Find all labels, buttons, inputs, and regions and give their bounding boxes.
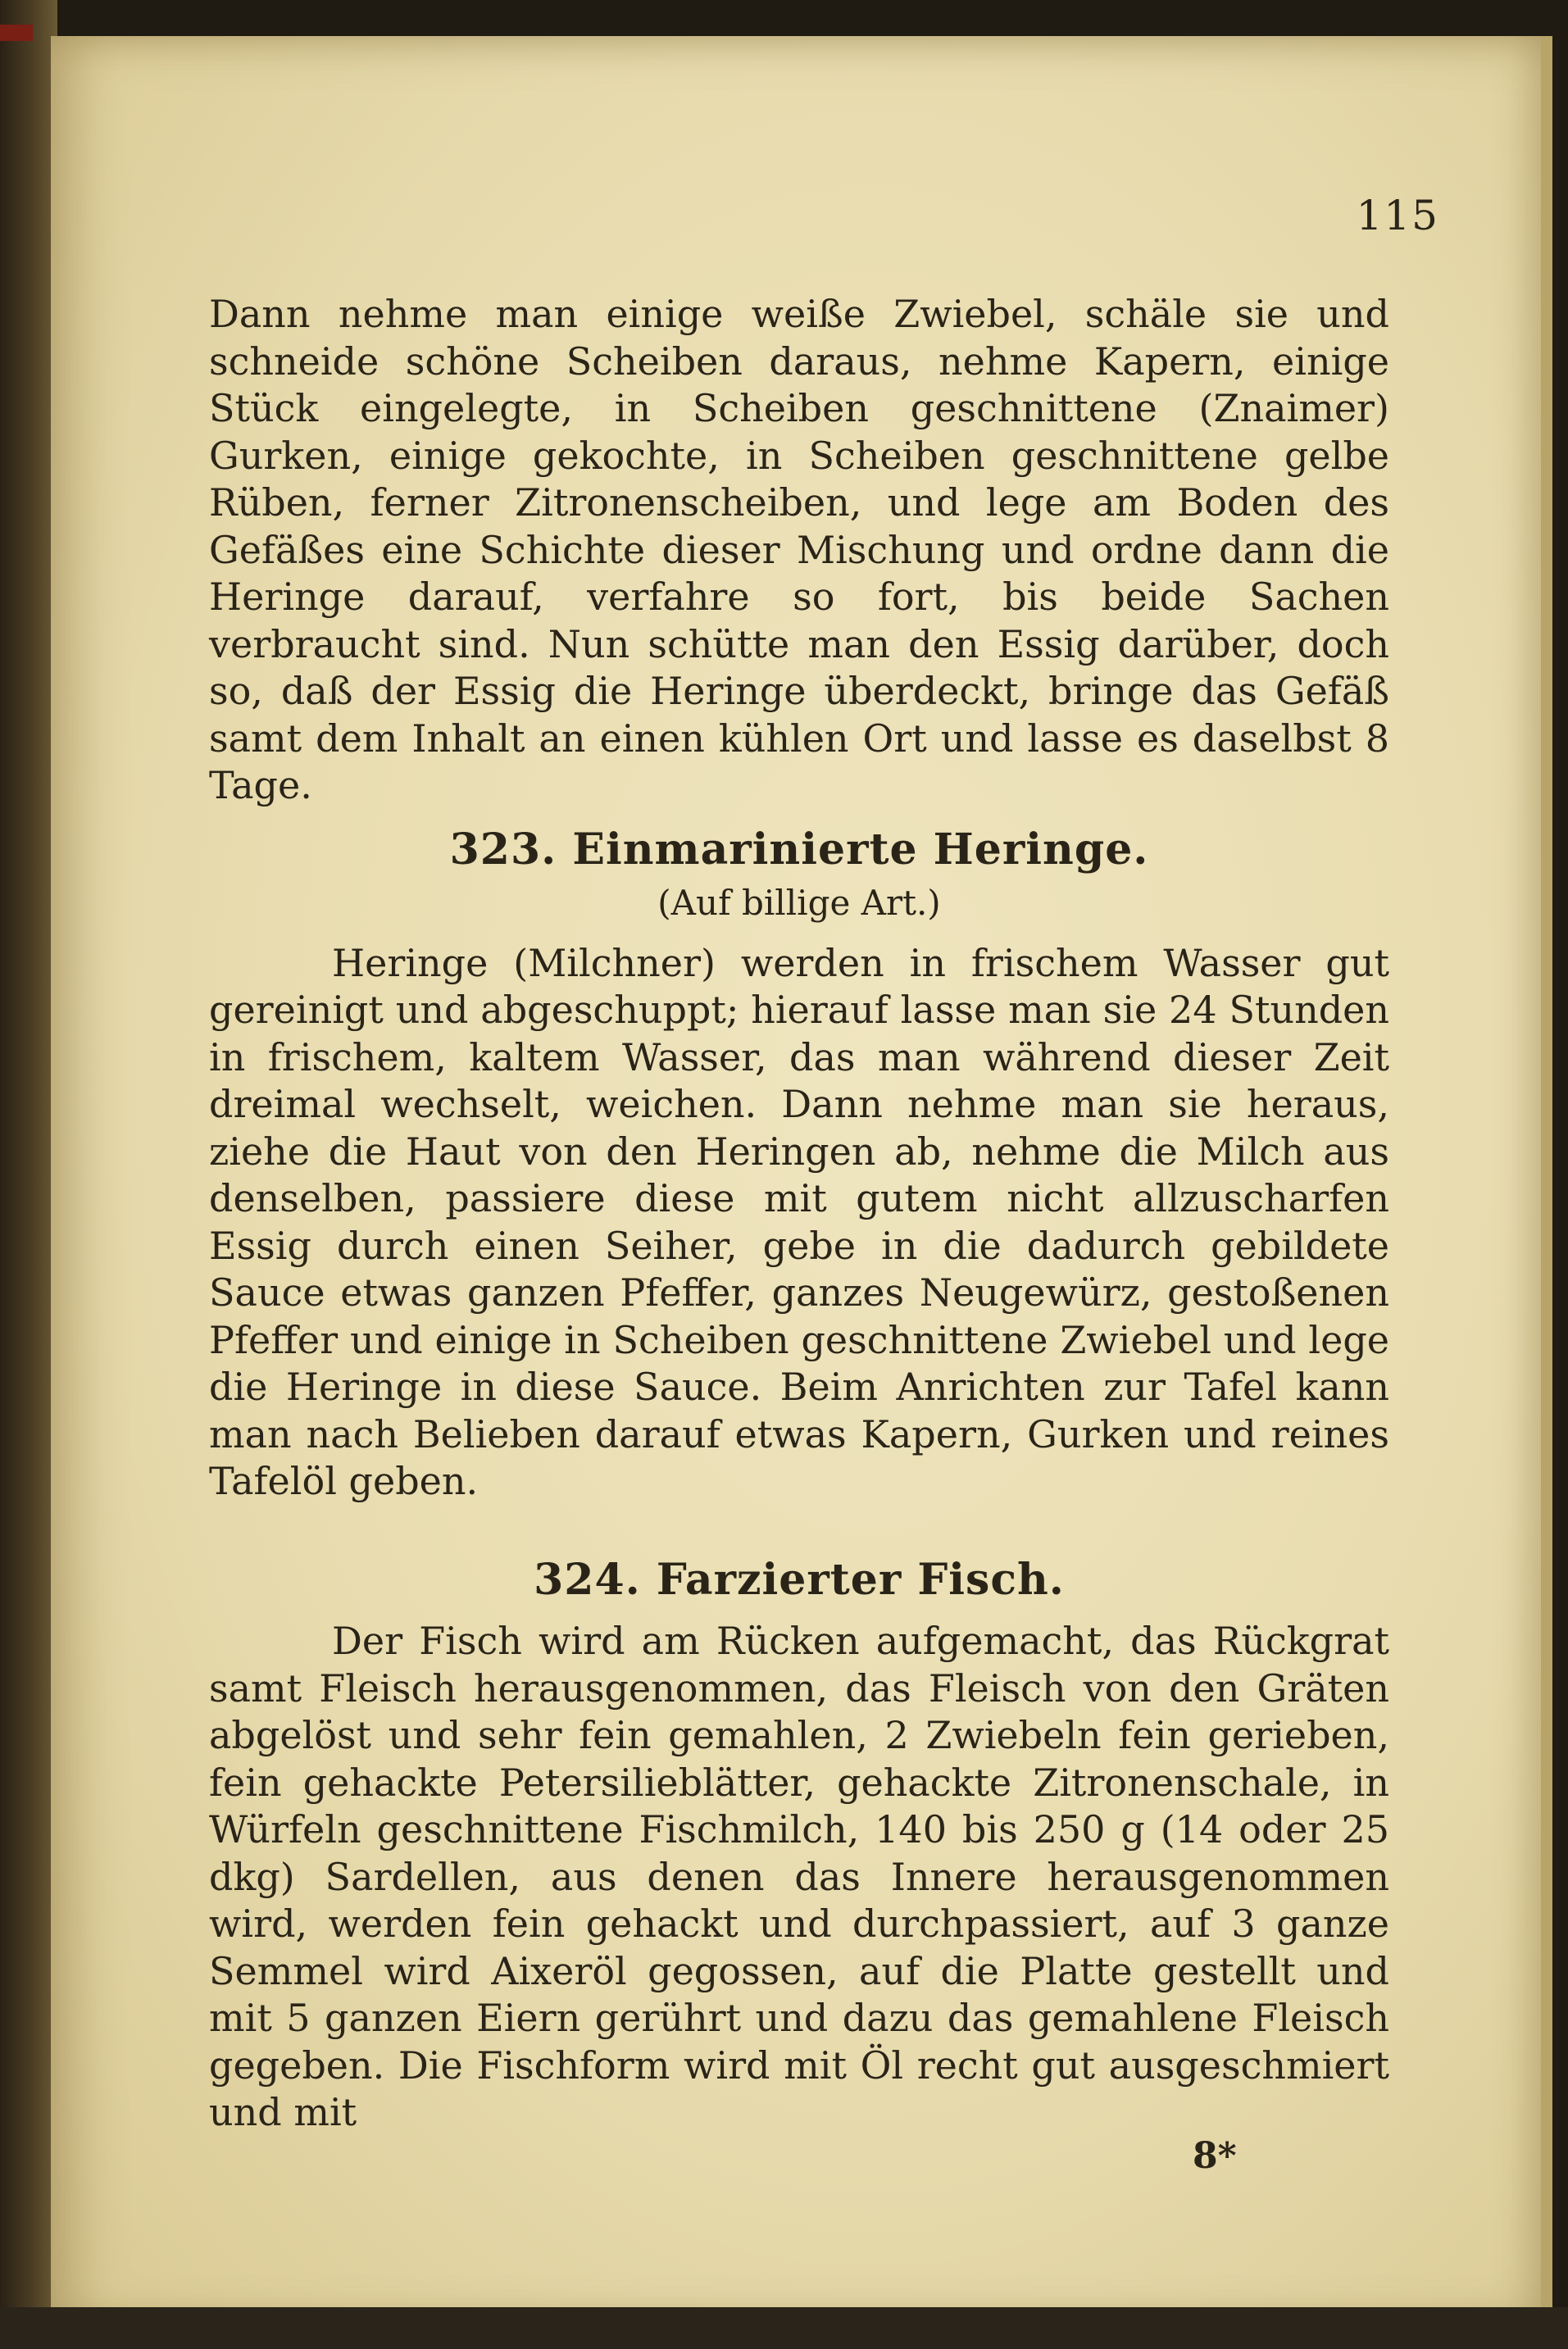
- page-body: [209, 291, 1389, 2137]
- recipe-323-heading: 323. Einmarinierte Heringe.: [449, 824, 1149, 875]
- spine-marker: [0, 25, 33, 41]
- recipe-324-paragraph: Der Fisch wird am Rücken aufgemacht, das Rückgrat samt Fleisch herausgenommen, das Fleisch von den Gräten abgelöst und sehr fein gemahlen, 2 Zwiebeln fein gerieben, fein gehackte Petersilieblätter, gehackte Zitronenschale, in Würfeln geschnittene Fischmilch, 140 bis 250 g (14 oder 25 dkg) Sardellen, aus denen das Innere herausgenommen wird, werden fein gehackt und durchpassiert, auf 3 ganze Semmel wird Aixeröl gegossen, auf die Platte gestellt und mit 5 ganzen Eiern gerührt und dazu das gemahlene Fleisch gegeben. Die Fischform wird mit Öl recht gut ausgeschmiert und mit: [209, 1619, 1389, 2134]
- recipe-323-paragraph: Heringe (Milchner) werden in frischem Wasser gut gereinigt und abgeschuppt; hierauf lasse man sie 24 Stunden in frischem, kaltem Wasser, das man während dieser Zeit dreimal wechselt, weichen. Dann nehme man sie heraus, ziehe die Haut von den Heringen ab, nehme die Milch aus denselben, passiere diese mit gutem nicht allzuscharfen Essig durch einen Seiher, gebe in die dadurch gebildete Sauce etwas ganzen Pfeffer, ganzes Neugewürz, gestoßenen Pfeffer und einige in Scheiben geschnittene Zwiebel und lege die Heringe in diese Sauce. Beim Anrichten zur Tafel kann man nach Belieben darauf etwas Kapern, Gurken und reines Tafelöl geben.: [209, 940, 1389, 1503]
- sheet-signature: 8*: [1193, 2135, 1237, 2177]
- recipe-323-subheading: (Auf billige Art.): [657, 883, 941, 923]
- scan-background-strip: [0, 2307, 1568, 2349]
- page-number: 115: [1356, 192, 1439, 239]
- recipe-324-heading: 324. Farzierter Fisch.: [534, 1554, 1065, 1605]
- intro-paragraph: Dann nehme man einige weiße Zwiebel, schäle sie und schneide schöne Scheiben daraus, nehme Kapern, einige Stück eingelegte, in Scheiben geschnittene (Znaimer) Gurken, einige gekochte, in Scheiben geschnittene gelbe Rüben, ferner Zitronenscheiben, und lege am Boden des Gefäßes eine Schichte dieser Mischung und ordne dann die Heringe darauf, verfahre so fort, bis beide Sachen verbraucht sind. Nun schütte man den Essig darüber, doch so, daß der Essig die Heringe überdeckt, bringe das Gefäß samt dem Inhalt an einen kühlen Ort und lasse es daselbst 8 Tage.: [209, 292, 1389, 807]
- book-spine-edge: [0, 0, 57, 2349]
